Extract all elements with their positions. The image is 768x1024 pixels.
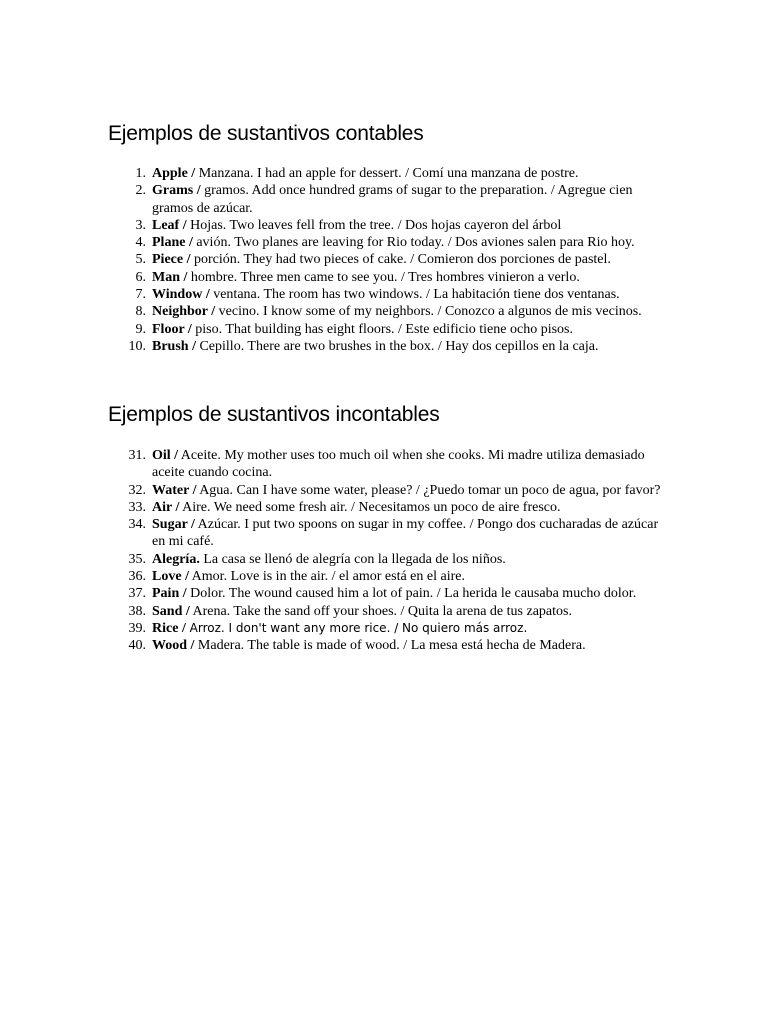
noun-term: Window /: [152, 287, 210, 303]
item-number: 34.: [128, 517, 146, 533]
list-item: [110, 603, 670, 620]
item-text: gramos. Add once hundred grams of sugar to the preparation. / Agregue cien gramos de azúcar.: [152, 183, 633, 216]
item-number: 8.: [135, 304, 146, 320]
item-text: porción. They had two pieces of cake. / Comieron dos porciones de pastel.: [190, 252, 611, 268]
noun-term: Oil /: [152, 448, 179, 463]
list-item: [110, 568, 670, 585]
noun-term: Wood /: [152, 638, 195, 654]
item-number: 9.: [135, 321, 146, 337]
item-number: 10.: [128, 338, 146, 354]
item-text: Azúcar. I put two spoons on sugar in my coffee. / Pongo dos cucharadas de azúcar en mi café.: [152, 517, 659, 550]
item-text: Aire. We need some fresh air. / Necesitamos un poco de aire fresco.: [179, 499, 561, 515]
noun-term: Sand /: [152, 603, 190, 619]
list-item: [110, 182, 670, 217]
list-item: [110, 234, 670, 251]
item-text: avión. Two planes are leaving for Rio today. / Dos aviones salen para Rio hoy.: [192, 235, 635, 251]
noun-term: Piece /: [152, 252, 191, 268]
section-heading-uncountable: Ejemplos de sustantivos incontables: [108, 403, 440, 426]
list-item: [110, 251, 670, 268]
list-item: [110, 447, 670, 482]
item-text: Hojas. Two leaves fell from the tree. / Dos hojas cayeron del árbol: [186, 217, 562, 233]
item-text: Manzana. I had an apple for dessert. / Comí una manzana de postre.: [195, 166, 579, 181]
noun-term: Neighbor /: [152, 304, 216, 320]
item-text: Amor. Love is in the air. / el amor está en el aire.: [188, 569, 465, 585]
list-item: [110, 303, 670, 320]
item-text: Agua. Can I have some water, please? / ¿Puedo tomar un poco de agua, por favor?: [196, 482, 661, 498]
noun-term: Brush /: [152, 338, 196, 354]
countable-nouns-list: [110, 165, 670, 355]
noun-term: Grams /: [152, 183, 201, 199]
item-text: La casa se llenó de alegría con la llegada de los niños.: [199, 551, 506, 567]
noun-term: Plane /: [152, 235, 193, 251]
item-text: Madera. The table is made of wood. / La mesa está hecha de Madera.: [194, 638, 586, 654]
list-item: [110, 637, 670, 654]
item-text: Aceite. My mother uses too much oil when she cooks. Mi madre utiliza demasiado aceite cuando cocina.: [152, 448, 645, 481]
list-item: [110, 269, 670, 286]
list-item: [110, 217, 670, 234]
list-item: [110, 585, 670, 602]
section-heading-countable: Ejemplos de sustantivos contables: [108, 122, 424, 145]
noun-term: Love /: [152, 569, 189, 585]
noun-term: Sugar /: [152, 517, 195, 533]
item-number: 4.: [135, 235, 146, 251]
item-text: Arroz. I don't want any more rice. / No quiero más arroz.: [185, 620, 528, 635]
noun-term: Air /: [152, 499, 180, 515]
item-number: 6.: [135, 269, 146, 285]
item-number: 1.: [135, 166, 146, 181]
item-text: vecino. I know some of my neighbors. / Conozco a algunos de mis vecinos.: [215, 304, 642, 320]
list-item: [110, 338, 670, 355]
item-number: 2.: [135, 183, 146, 199]
list-item: [110, 165, 670, 182]
noun-term: Rice /: [152, 620, 186, 636]
item-number: 33.: [128, 499, 146, 515]
list-item: [110, 482, 670, 499]
noun-term: Leaf /: [152, 217, 187, 233]
item-number: 37.: [128, 586, 146, 602]
list-item: [110, 499, 670, 516]
item-text: Dolor. The wound caused him a lot of pain. / La herida le causaba mucho dolor.: [186, 586, 637, 602]
noun-term: Floor /: [152, 321, 192, 337]
item-number: 36.: [128, 569, 146, 585]
item-number: 38.: [128, 603, 146, 619]
uncountable-nouns-list: [110, 447, 670, 655]
noun-term: Man /: [152, 269, 188, 285]
noun-term: Alegría.: [152, 551, 200, 567]
item-number: 31.: [128, 448, 146, 463]
item-number: 39.: [128, 620, 146, 636]
item-number: 35.: [128, 551, 146, 567]
item-number: 7.: [135, 287, 146, 303]
item-text: piso. That building has eight floors. / Este edificio tiene ocho pisos.: [191, 321, 573, 337]
item-text: ventana. The room has two windows. / La habitación tiene dos ventanas.: [209, 287, 620, 303]
list-item: [110, 516, 670, 551]
item-text: Cepillo. There are two brushes in the box. / Hay dos cepillos en la caja.: [195, 338, 599, 354]
item-number: 32.: [128, 482, 146, 498]
list-item: [110, 620, 670, 637]
noun-term: Pain /: [152, 586, 187, 602]
item-number: 3.: [135, 217, 146, 233]
noun-term: Apple /: [152, 166, 196, 181]
item-number: 40.: [128, 638, 146, 654]
noun-term: Water /: [152, 482, 197, 498]
list-item: [110, 551, 670, 568]
list-item: [110, 321, 670, 338]
item-text: Arena. Take the sand off your shoes. / Quita la arena de tus zapatos.: [189, 603, 572, 619]
list-item: [110, 286, 670, 303]
item-text: hombre. Three men came to see you. / Tres hombres vinieron a verlo.: [187, 269, 580, 285]
item-number: 5.: [135, 252, 146, 268]
